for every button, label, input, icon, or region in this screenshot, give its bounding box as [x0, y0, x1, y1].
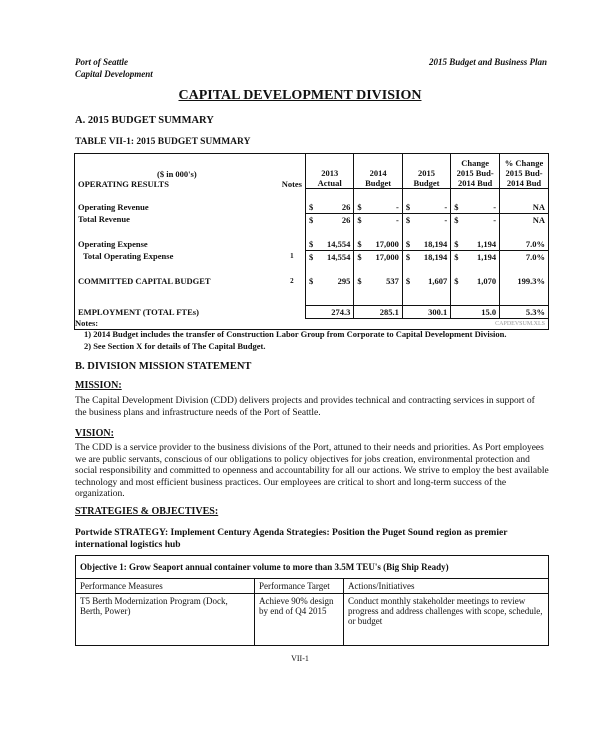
note-1: 1) 2014 Budget includes the transfer of Construction Labor Group from Corporate to Capital Development Division.	[84, 329, 507, 339]
row-note	[279, 201, 306, 214]
currency-symbol: $	[357, 275, 362, 286]
column-header-line: Change	[461, 158, 490, 168]
page-number: VII-1	[291, 654, 309, 663]
table-row	[75, 250, 549, 263]
cell-actions: Conduct monthly stakeholder meetings to review progress and address challenges with scope, schedule, or budget	[344, 594, 549, 646]
vision-heading: VISION:	[75, 428, 114, 439]
column-header-line: 2014	[369, 168, 387, 178]
currency-symbol: $	[405, 275, 411, 286]
cell-value: 7.0%	[525, 251, 545, 262]
cell-measure: T5 Berth Modernization Program (Dock, Berth, Power)	[76, 594, 255, 646]
cell-value: -	[395, 214, 399, 225]
row-header: OPERATING RESULTS	[78, 178, 169, 189]
currency-symbol: $	[309, 238, 314, 249]
row-label: COMMITTED CAPITAL BUDGET	[78, 275, 211, 286]
cell-value: 295	[337, 275, 351, 286]
currency-symbol: $	[454, 214, 459, 225]
section-b-heading: B. DIVISION MISSION STATEMENT	[75, 361, 252, 372]
column-header-line: 2014 Bud	[506, 178, 542, 188]
table-row	[75, 201, 549, 214]
cell-value: 18,194	[423, 251, 448, 262]
org-division: Capital Development	[75, 69, 153, 79]
cell-value: 1,194	[476, 238, 497, 249]
column-header	[451, 154, 500, 189]
currency-symbol: $	[405, 201, 411, 212]
currency-symbol: $	[309, 201, 314, 212]
currency-symbol: $	[357, 238, 362, 249]
column-header-line: Budget	[365, 178, 392, 188]
cell-value: 300.1	[428, 306, 448, 317]
section-a-heading: A. 2015 BUDGET SUMMARY	[75, 115, 214, 126]
cell-value: NA	[532, 201, 545, 212]
mission-heading: MISSION:	[75, 380, 122, 391]
row-note: 1	[290, 252, 294, 261]
cell-value: -	[444, 214, 448, 225]
objective-table	[75, 555, 549, 646]
cell-value: 26	[341, 201, 351, 212]
cell-value: -	[444, 201, 448, 212]
cell-value: -	[395, 201, 399, 212]
cell-value: 15.0	[481, 306, 497, 317]
currency-symbol: $	[454, 238, 459, 249]
currency-symbol: $	[454, 251, 459, 262]
column-header	[500, 154, 549, 189]
notes-title: Notes:	[75, 318, 99, 328]
cell-value: 1,070	[476, 275, 497, 286]
column-header	[306, 154, 354, 189]
currency-symbol: $	[454, 275, 459, 286]
units-label: ($ in 000's)	[157, 168, 197, 179]
column-header-line: % Change	[504, 158, 544, 168]
column-header-line: 2015 Bud-	[505, 168, 543, 178]
row-label: EMPLOYMENT (TOTAL FTEs)	[78, 306, 199, 317]
cell-value: 1,194	[476, 251, 497, 262]
column-header-line: 2015	[418, 168, 436, 178]
objective-title: Objective 1: Grow Seaport annual container volume to more than 3.5M TEU's (Big Ship Ready)	[76, 556, 549, 579]
cell-value: 285.1	[379, 306, 399, 317]
row-label: Total Revenue	[78, 214, 130, 225]
cell-value: 5.3%	[525, 306, 545, 317]
cell-value: 14,554	[327, 251, 351, 262]
table-row	[75, 305, 549, 318]
table-row	[75, 238, 549, 251]
currency-symbol: $	[357, 201, 362, 212]
cell-value: 1,607	[428, 275, 448, 286]
cell-value: 18,194	[423, 238, 448, 249]
currency-symbol: $	[405, 238, 411, 249]
currency-symbol: $	[357, 251, 362, 262]
currency-symbol: $	[357, 214, 362, 225]
currency-symbol: $	[405, 251, 411, 262]
cell-value: 17,000	[375, 251, 399, 262]
mission-text: The Capital Development Division (CDD) delivers projects and provides technical and contracting services in support of the business plans and infrastructure needs of the Port of Seattle.	[75, 396, 535, 418]
table-row	[75, 213, 549, 226]
header-performance-measures: Performance Measures	[76, 579, 255, 594]
column-header-line: 2013	[321, 168, 339, 178]
currency-symbol: $	[309, 275, 314, 286]
budget-summary-table	[74, 153, 549, 330]
cell-value: -	[493, 214, 497, 225]
column-header	[402, 154, 450, 189]
currency-symbol: $	[405, 214, 411, 225]
strategy-text: Portwide STRATEGY: Implement Century Agenda Strategies: Position the Puget Sound region as premier international logistics hub	[75, 528, 508, 550]
cell-value: 537	[386, 275, 399, 286]
currency-symbol: $	[454, 201, 459, 212]
cell-value: 199.3%	[517, 275, 545, 286]
header-performance-target: Performance Target	[255, 579, 344, 594]
cell-target: Achieve 90% design by end of Q4 2015	[255, 594, 344, 646]
vision-text: The CDD is a service provider to the business divisions of the Port, attuned to their needs and priorities. As Port employees we are public servants, conscious of our obligations to policy objectives for jobs creation, environmental protection and social responsibility and committed to openness and accountability for all our actions. We strive to employ the best available technology and most efficient business practices. Our employees are critical to short and long-term success of the organization.	[75, 443, 549, 499]
page-title: CAPITAL DEVELOPMENT DIVISION	[178, 88, 422, 103]
org-name: Port of Seattle	[75, 57, 128, 67]
column-header	[354, 154, 402, 189]
doc-title: 2015 Budget and Business Plan	[428, 57, 547, 67]
cell-value: 14,554	[327, 238, 351, 249]
row-label: Total Operating Expense	[83, 251, 174, 262]
row-note	[279, 305, 306, 318]
column-header-line: Actual	[317, 178, 342, 188]
source-file: CAPDEVSUM.XLS	[495, 320, 545, 327]
row-label: Operating Revenue	[78, 201, 149, 212]
note-2: 2) See Section X for details of The Capital Budget.	[84, 341, 266, 351]
currency-symbol: $	[309, 214, 314, 225]
cell-value: 7.0%	[525, 238, 545, 249]
table-row	[75, 275, 549, 287]
header-actions: Actions/Initiatives	[344, 579, 549, 594]
notes-header: Notes	[281, 178, 302, 189]
row-label: Operating Expense	[78, 238, 148, 249]
row-note	[279, 213, 306, 226]
column-header-line: 2015 Bud-	[456, 168, 494, 178]
cell-value: NA	[532, 214, 545, 225]
row-note: 2	[290, 276, 294, 285]
cell-value: -	[493, 201, 497, 212]
cell-value: 26	[341, 214, 351, 225]
cell-value: 17,000	[375, 238, 399, 249]
row-note	[279, 238, 306, 251]
cell-value: 274.3	[331, 306, 351, 317]
column-header-line: 2014 Bud	[458, 178, 493, 188]
strategies-heading: STRATEGIES & OBJECTIVES:	[75, 506, 219, 517]
currency-symbol: $	[309, 251, 314, 262]
table-caption: TABLE VII-1: 2015 BUDGET SUMMARY	[75, 137, 251, 147]
column-header-line: Budget	[413, 178, 440, 188]
